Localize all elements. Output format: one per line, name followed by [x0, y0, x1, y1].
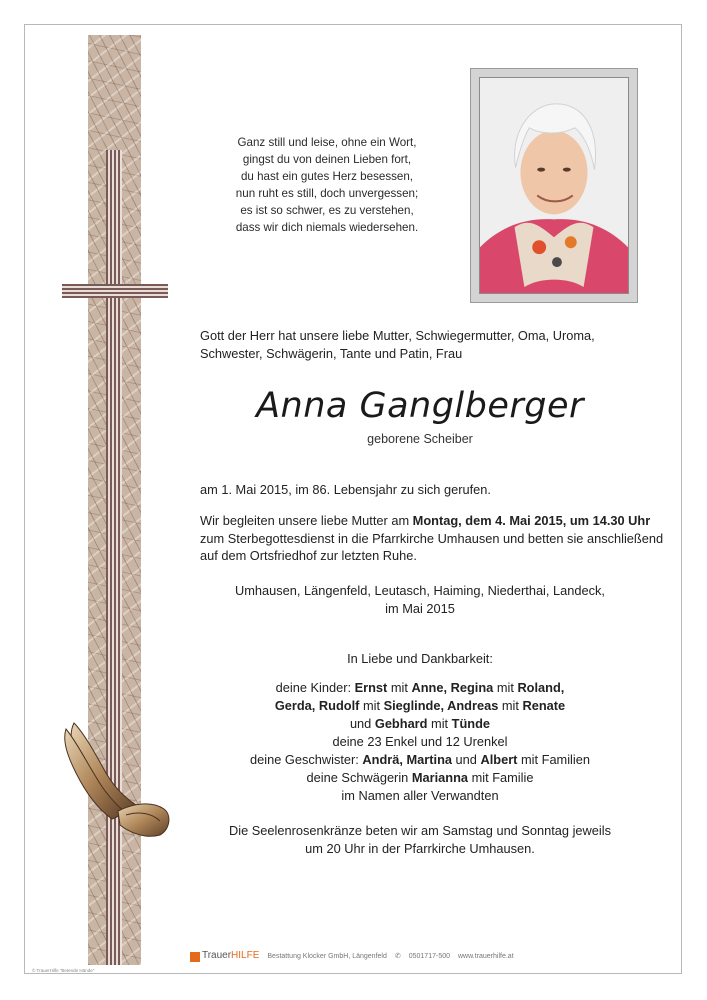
relatives-line: im Namen aller Verwandten: [341, 788, 499, 803]
children-line: deine Kinder: Ernst mit Anne, Regina mit Roland,: [275, 680, 565, 695]
rosary-text: [200, 822, 640, 857]
praying-hands-icon: [56, 715, 176, 840]
places-text: [200, 582, 640, 617]
logo-text-accent: HILFE: [231, 950, 260, 962]
poem-line: gingst du von deinen Lieben fort,: [242, 153, 412, 166]
sibling-name: Andrä, Martina: [362, 752, 452, 767]
child-name: Anne, Regina: [411, 680, 494, 695]
phone-number[interactable]: 0501717-500: [408, 952, 450, 960]
logo-square-icon: [190, 952, 200, 962]
website-link[interactable]: www.trauerhilfe.at: [458, 952, 514, 960]
maiden-name: geborene Scheiber: [367, 432, 473, 446]
rosary-line: Die Seelenrosenkränze beten wir am Samstag und Sonntag jeweils: [229, 823, 611, 838]
footer: [190, 949, 514, 963]
poem-line: Ganz still und leise, ohne ein Wort,: [237, 136, 417, 149]
rosary-line: um 20 Uhr in der Pfarrkirche Umhausen.: [305, 840, 535, 856]
poem-line: es ist so schwer, es zu verstehen,: [240, 204, 414, 217]
intro-line: Schwester, Schwägerin, Tante und Patin, Frau: [200, 345, 463, 361]
service-date: Montag, dem 4. Mai 2015, um 14.30 Uhr: [412, 513, 651, 528]
portrait-photo: [479, 77, 629, 294]
portrait-illustration: [480, 78, 628, 293]
thanks-heading: In Liebe und Dankbarkeit:: [347, 651, 493, 666]
cross-vertical-beam: [106, 150, 122, 965]
children-line: Gerda, Rudolf mit Sieglinde, Andreas mit Renate: [274, 698, 566, 713]
mourners-list: [200, 679, 640, 805]
grandchildren-line: deine 23 Enkel und 12 Urenkel: [332, 734, 508, 749]
child-name: Renate: [522, 698, 566, 713]
poem: [222, 134, 432, 236]
intro-line: Gott der Herr hat unsere liebe Mutter, Schwiegermutter, Oma, Uroma,: [200, 328, 595, 343]
sister-in-law-line: deine Schwägerin Marianna mit Familie: [306, 770, 534, 785]
service-text-part: Wir begleiten unsere liebe Mutter am: [200, 513, 413, 528]
children-line: und Gebhard mit Tünde: [349, 716, 491, 731]
poem-line: dass wir dich niemals wiedersehen.: [235, 221, 419, 234]
siblings-line: deine Geschwister: Andrä, Martina und Albert mit Familien: [250, 752, 590, 767]
cross-horizontal-beam: [62, 284, 168, 298]
trauerhilfe-logo[interactable]: [190, 950, 259, 961]
child-name: Roland,: [517, 680, 565, 695]
intro-text: [200, 327, 640, 362]
places-date: im Mai 2015: [385, 600, 455, 616]
poem-line: du hast ein gutes Herz besessen,: [240, 170, 414, 183]
places-line: Umhausen, Längenfeld, Leutasch, Haiming, Niederthai, Landeck,: [235, 583, 605, 598]
poem-line: nun ruht es still, doch unvergessen;: [235, 187, 419, 200]
copyright-note: © TrauerHilfe "Betende Hände": [32, 968, 95, 973]
child-name: Tünde: [451, 716, 491, 731]
phone-icon: ✆: [394, 953, 401, 960]
funeral-home: Bestattung Klocker GmbH, Längenfeld: [267, 952, 387, 960]
service-line: auf dem Ortsfriedhof zur letzten Ruhe.: [200, 548, 417, 563]
service-line: zum Sterbegottesdienst in die Pfarrkirche Umhausen und betten sie anschließend: [200, 530, 664, 546]
service-text: [200, 512, 664, 565]
logo-text-part: Trauer: [201, 950, 232, 962]
child-name: Gebhard: [374, 716, 428, 731]
child-name: Ernst: [354, 680, 388, 695]
sibling-name: Albert: [480, 752, 518, 767]
death-notice: am 1. Mai 2015, im 86. Lebensjahr zu sich gerufen.: [200, 482, 491, 497]
child-name: Gerda, Rudolf: [274, 698, 360, 713]
child-name: Sieglinde, Andreas: [383, 698, 499, 713]
sister-in-law-name: Marianna: [411, 770, 469, 785]
deceased-name: Anna Ganglberger: [256, 386, 584, 426]
portrait-frame: [470, 68, 638, 303]
